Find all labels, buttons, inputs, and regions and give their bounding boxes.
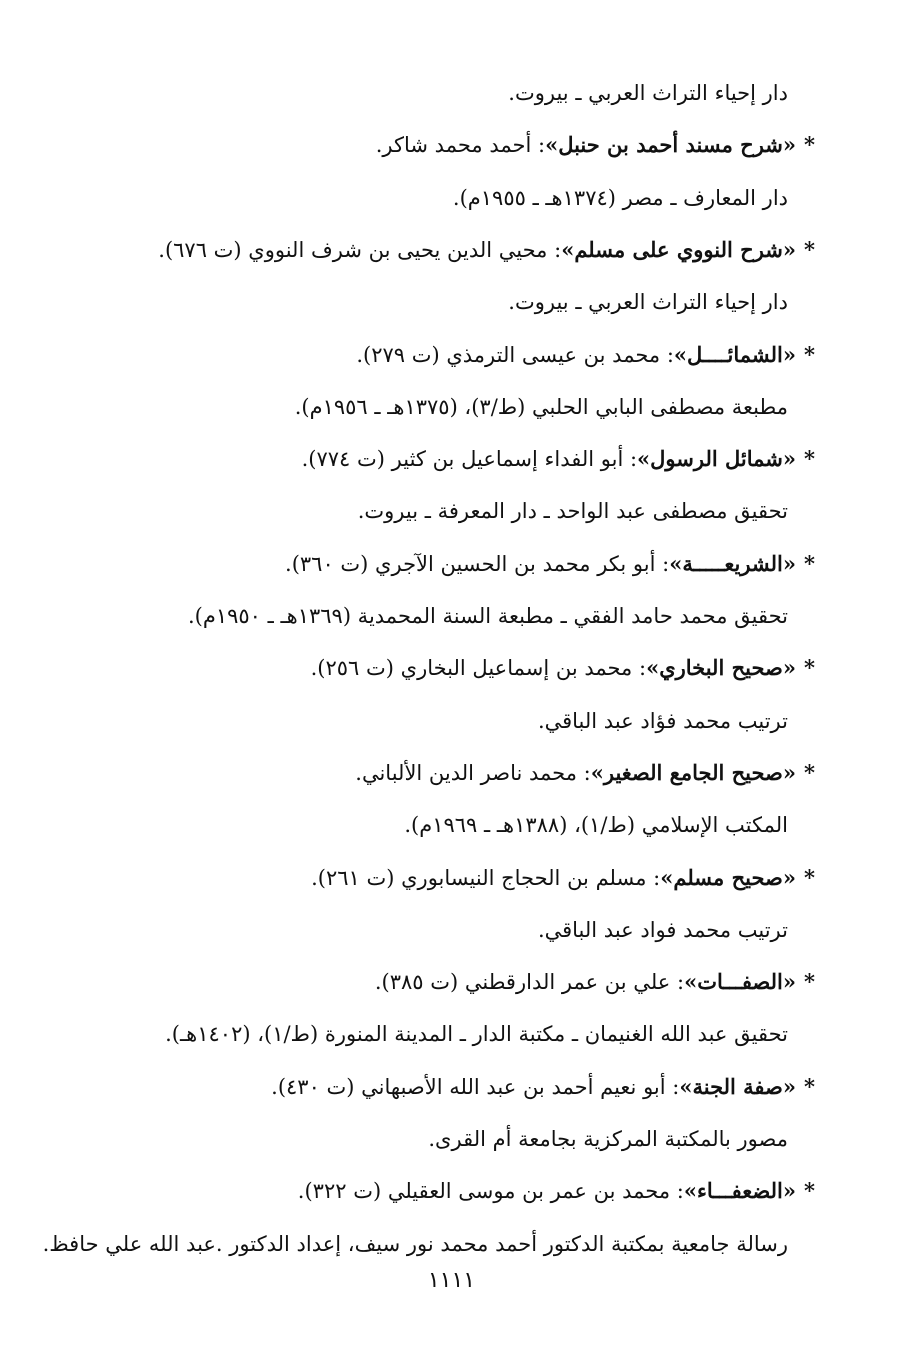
entry-publication: مصور بالمكتبة المركزية بجامعة أم القرى. [428,1127,788,1151]
asterisk-icon: * [804,550,815,576]
entry-publication: مطبعة مصطفى البابي الحلبي (ط/٣)، (١٣٧٥هـ ـ ١٩٥٦م). [294,394,788,419]
entry-author: : علي بن عمر الدارقطني (ت ٣٨٥). [374,970,685,995]
entry-heading [376,130,815,160]
entry-title: «الضعفـــاء» [683,1178,797,1204]
asterisk-icon: * [804,132,815,158]
entry-author: : محمد بن عمر بن موسى العقيلي (ت ٣٢٢). [297,1179,684,1204]
entry-title: «صحيح مسلم» [660,864,797,890]
asterisk-icon: * [804,864,815,890]
entry-heading [302,444,815,474]
page-number: ١١١١ [427,1268,476,1293]
entry-heading [375,967,815,997]
entry-title: «الصفـــات» [684,969,797,995]
entry-title: «صحيح الجامع الصغير» [590,759,797,785]
asterisk-icon: * [804,1178,815,1204]
entry-heading [158,235,815,265]
asterisk-icon: * [804,969,815,995]
entry-heading [356,340,815,370]
entry-author: : أبو الفداء إسماعيل بن كثير (ت ٧٧٤). [301,447,638,472]
entry-publication: دار إحياء التراث العربي ـ بيروت. [508,290,788,315]
entry-heading [285,549,815,579]
entry-publication: تحقيق مصطفى عبد الواحد ـ دار المعرفة ـ بيروت. [357,499,788,524]
asterisk-icon: * [804,1073,815,1099]
entry-title: «الشمائــــل» [673,341,797,367]
asterisk-icon: * [804,655,815,681]
entry-heading [271,1072,815,1102]
entry-publication: دار إحياء التراث العربي ـ بيروت. [508,81,788,105]
entry-author: : محيي الدين يحيى بن شرف النووي (ت ٦٧٦). [158,237,562,262]
entry-publication: ترتيب محمد فؤاد عبد الباقي. [537,708,788,733]
asterisk-icon: * [804,341,815,367]
entry-author: : محمد بن عيسى الترمذي (ت ٢٧٩). [356,342,674,367]
entry-author: : مسلم بن الحجاج النيسابوري (ت ٢٦١). [311,865,661,890]
entry-author: : أحمد محمد شاكر. [375,133,546,158]
entry-heading [311,863,815,893]
asterisk-icon: * [804,446,815,472]
entry-title: «صحيح البخاري» [646,655,797,681]
entry-author: : محمد ناصر الدين الألباني. [355,760,591,785]
entry-publication: ترتيب محمد فواد عبد الباقي. [537,917,788,942]
entry-title: «شرح مسند أحمد بن حنبل» [545,132,797,158]
entry-heading [311,653,815,683]
entry-publication: تحقيق عبد الله الغنيمان ـ مكتبة الدار ـ المدينة المنورة (ط/١)، (١٤٠٢هـ). [165,1022,788,1047]
entry-title: «الشريعـــــة» [669,550,797,576]
entry-publication: تحقيق محمد حامد الفقي ـ مطبعة السنة المحمدية (١٣٦٩هـ ـ ١٩٥٠م). [187,604,788,628]
entry-title: «شمائل الرسول» [637,446,797,472]
entry-title: «صفة الجنة» [679,1073,797,1099]
entry-heading [355,758,815,788]
entry-title: «شرح النووي على مسلم» [561,236,797,262]
entry-publication: رسالة جامعية بمكتبة الدكتور أحمد محمد نور سيف، إعداد الدكتور .عبد الله علي حافظ. [42,1231,788,1256]
entry-heading [298,1176,815,1206]
entry-publication: دار المعارف ـ مصر (١٣٧٤هـ ـ ١٩٥٥م). [452,185,788,210]
entry-author: : أبو نعيم أحمد بن عبد الله الأصبهاني (ت ٤٣٠). [271,1074,680,1099]
entry-author: : أبو بكر محمد بن الحسين الآجري (ت ٣٦٠). [285,551,670,576]
entry-publication: المكتب الإسلامي (ط/١)، (١٣٨٨هـ ـ ١٩٦٩م). [404,813,788,838]
asterisk-icon: * [804,236,815,262]
entry-author: : محمد بن إسماعيل البخاري (ت ٢٥٦). [310,656,647,681]
asterisk-icon: * [804,759,815,785]
